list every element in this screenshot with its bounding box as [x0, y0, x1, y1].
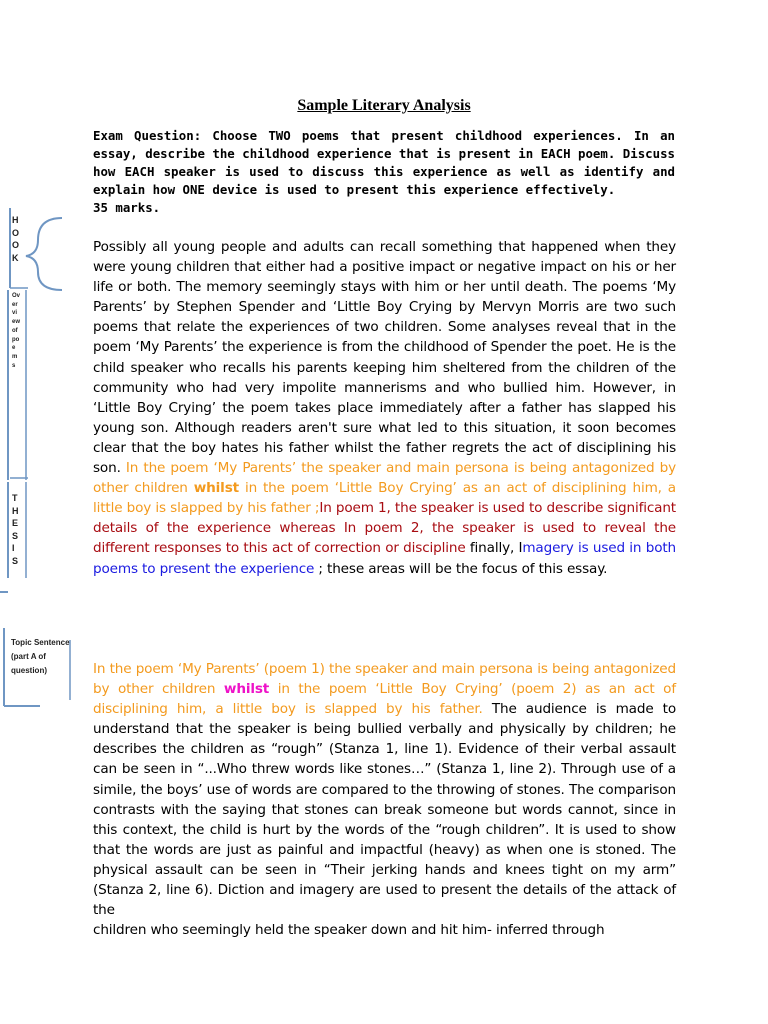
topic-sentence-margin-label: Topic Sentence (part A of question) — [11, 638, 70, 675]
thesis-margin-label: THESIS — [12, 493, 19, 566]
exam-marks: 35 marks. — [93, 200, 161, 215]
topic-sentence-whilst: whilst — [223, 681, 270, 698]
exam-question-text: Exam Question: Choose TWO poems that present childhood experiences. In an essay, describe the childhood experience that is present in EACH poem. Discuss how EACH speaker is used to discuss this experience as well as identify and explain how ONE device is used to present this experience effectively. — [93, 128, 675, 197]
document-title: Sample Literary Analysis — [297, 96, 471, 114]
body-paragraph-1 — [93, 659, 676, 940]
body-paragraph-last-line: children who seemingly held the speaker down and hit him- inferred through — [93, 922, 605, 939]
topic-sentence-orange-b: in the poem ‘Little Boy Crying’ (poem 2) as an act of disciplining him, a little boy is slapped by his father. — [93, 681, 676, 718]
topic-sentence-orange-a: In the poem ‘My Parents’ (poem 1) the speaker and main persona is being antagonized by other children — [93, 661, 676, 698]
thesis-end-text: ; these areas will be the focus of this essay. — [318, 560, 608, 577]
overview-margin-label: Overview of poems — [12, 293, 21, 369]
exam-question — [93, 127, 675, 217]
hook-margin-label: HOOK — [12, 215, 20, 263]
thesis-orange-text-b: in the poem ‘Little Boy Crying’ as an act of disciplining him, a little boy is slapped by his father ; — [93, 480, 676, 517]
thesis-orange-text-a: In the poem ‘My Parents’ the speaker and main persona is being antagonized by other children — [93, 460, 676, 497]
hook-text: Possibly all young people and adults can recall something that happened when they were young children that either had a positive impact or negative impact on his or her life or both. The memory seemingly stays with him or her until death. The poems ‘My Parents’ by Stephen Spender and ‘Little Boy Crying by Mervyn Morris are two such poems that relate the experiences of two children. Some analyses reveal that in the poem ‘My Parents’ the experience is from the childhood of Spender the poet. He is the child speaker who recalls his parents keeping him sheltered from the children of the community who had very impolite mannerisms and who bullied him. However, in ‘Little Boy Crying’ the poem takes place immediately after a father has slapped his young son. Although readers aren't sure what led to this situation, it soon becomes clear that the boy hates his father whilst the father regrets the act of disciplining his son. — [93, 239, 676, 477]
thesis-finally-text: finally, I — [465, 540, 523, 557]
thesis-red-text: In poem 1, the speaker is used to describe significant details of the experience whereas In poem 2, the speaker is used to reveal the different responses to this act of correction or discipline — [93, 500, 676, 557]
introduction-paragraph — [93, 237, 676, 579]
body-paragraph-text: The audience is made to understand that the speaker is being bullied verbally and physically by children; he describes the children as “rough” (Stanza 1, line 1). Evidence of their verbal assault can be seen in “...Who threw words like stones…” (Stanza 1, line 2). Through use of a simile, the boys’ use of words are compared to the throwing of stones. The comparison contrasts with the saying that stones can break someone but words cannot, since in this context, the child is hurt by the words of the “rough children”. It is used to show that the words are just as painful and impactful (heavy) as when one is stoned. The physical assault can be seen in “Their jerking hands and knees tight on my arm” (Stanza 2, line 6). Diction and imagery are used to present the details of the attack of the — [93, 701, 676, 919]
thesis-whilst: whilst — [193, 480, 239, 497]
thesis-blue-text: magery is used in both poems to present the experience — [93, 540, 677, 577]
